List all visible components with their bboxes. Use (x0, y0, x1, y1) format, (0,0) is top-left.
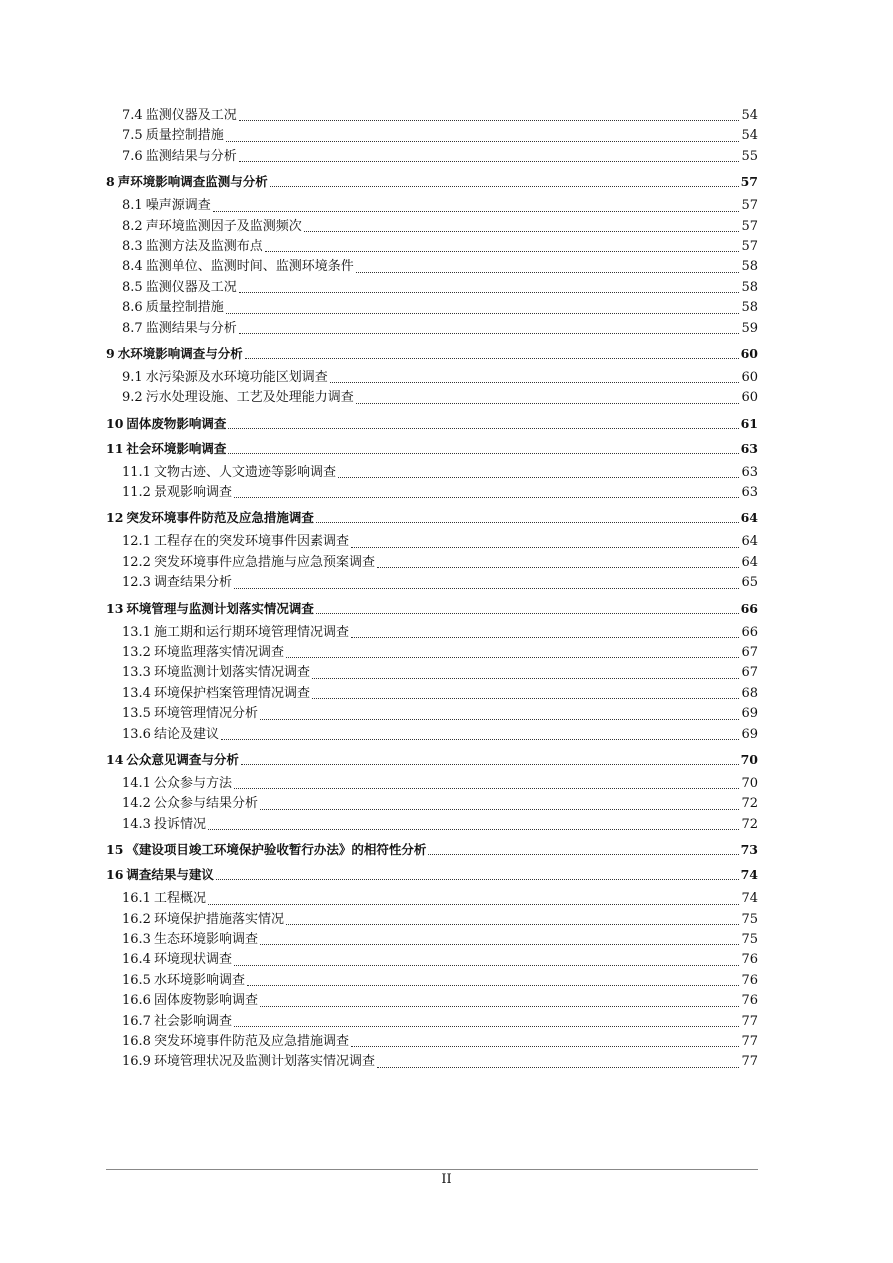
toc-entry-title: 固体废物影响调查 (126, 415, 227, 431)
toc-entry-page: 59 (741, 320, 758, 336)
toc-entry-page: 70 (740, 751, 758, 767)
toc-entry-page: 55 (741, 148, 758, 164)
dot-leader (239, 145, 740, 162)
toc-section-entry[interactable] (106, 889, 758, 909)
toc-entry-number: 8.2 (122, 218, 143, 234)
toc-entry-title: 《建设项目竣工环境保护验收暂行办法》的相符性分析 (126, 842, 427, 858)
toc-chapter-entry[interactable] (106, 413, 758, 434)
toc-section-entry[interactable] (106, 319, 758, 339)
toc-entry-title: 施工期和运行期环境管理情况调查 (153, 624, 349, 640)
toc-entry-title: 调查结果与建议 (126, 867, 214, 883)
toc-entry-title: 监测仪器及工况 (145, 108, 237, 123)
toc-entry-number: 8.4 (122, 259, 143, 275)
dot-leader (356, 256, 740, 273)
toc-entry-page: 58 (741, 259, 758, 275)
toc-entry-title: 环境现状调查 (153, 952, 232, 968)
toc-section-entry[interactable] (106, 532, 758, 552)
toc-entry-page: 75 (741, 931, 758, 947)
dot-leader (239, 276, 740, 293)
dot-leader (312, 662, 739, 679)
toc-section-entry[interactable] (106, 1012, 758, 1032)
toc-entry-number: 16.6 (122, 993, 151, 1009)
toc-entry-page: 63 (741, 485, 758, 501)
toc-entry-page: 54 (741, 108, 758, 123)
dot-leader (377, 551, 739, 568)
toc-section-entry[interactable] (106, 991, 758, 1011)
toc-entry-page: 77 (741, 1054, 758, 1070)
toc-entry-page: 68 (741, 685, 758, 701)
toc-section-entry[interactable] (106, 1032, 758, 1052)
dot-leader (316, 506, 739, 523)
dot-leader (377, 1051, 739, 1068)
toc-entry-page: 60 (740, 345, 758, 361)
toc-entry-number: 9.2 (122, 390, 143, 406)
toc-entry-title: 声环境影响调查监测与分析 (117, 174, 268, 190)
dot-leader (351, 1030, 739, 1047)
toc-entry-number: 8.7 (122, 320, 143, 336)
dot-leader (234, 481, 739, 498)
toc-entry-page: 76 (741, 952, 758, 968)
toc-section-entry[interactable] (106, 298, 758, 318)
toc-entry-title: 水环境影响调查与分析 (117, 345, 243, 361)
toc-section-entry[interactable] (106, 388, 758, 408)
toc-section-entry[interactable] (106, 463, 758, 483)
toc-entry-page: 54 (741, 128, 758, 144)
toc-entry-page: 69 (741, 726, 758, 742)
toc-entry-page: 76 (741, 972, 758, 988)
toc-entry-number: 16.5 (122, 972, 151, 988)
toc-entry-page: 63 (741, 464, 758, 480)
toc-section-entry[interactable] (106, 704, 758, 724)
dot-leader (216, 863, 739, 880)
toc-entry-page: 77 (741, 1033, 758, 1049)
toc-entry-title: 环境管理状况及监测计划落实情况调查 (153, 1054, 375, 1070)
toc-entry-number: 8.6 (122, 300, 143, 316)
toc-entry-page: 65 (741, 575, 758, 591)
toc-entry-title: 水污染源及水环境功能区划调查 (145, 369, 328, 385)
dot-leader (228, 437, 738, 454)
toc-section-entry[interactable] (106, 237, 758, 257)
dot-leader (351, 621, 739, 638)
toc-entry-page: 67 (741, 665, 758, 681)
toc-entry-title: 环境管理与监测计划落实情况调查 (126, 600, 314, 616)
toc-entry-page: 61 (740, 415, 758, 431)
dot-leader (208, 888, 739, 905)
toc-section-entry[interactable] (106, 663, 758, 683)
dot-leader (239, 104, 740, 121)
dot-leader (316, 597, 739, 614)
toc-section-entry[interactable] (106, 483, 758, 503)
toc-entry-title: 突发环境事件防范及应急措施调查 (126, 510, 314, 526)
toc-entry-title: 监测仪器及工况 (145, 279, 237, 295)
toc-section-entry[interactable] (106, 257, 758, 277)
toc-entry-number: 16 (106, 867, 124, 883)
toc-entry-number: 16.7 (122, 1013, 151, 1029)
toc-entry-number: 7.6 (122, 148, 143, 164)
toc-entry-page: 58 (741, 300, 758, 316)
toc-entry-title: 固体废物影响调查 (153, 993, 258, 1009)
dot-leader (226, 125, 740, 142)
toc-section-entry[interactable] (106, 643, 758, 663)
toc-entry-page: 72 (741, 816, 758, 832)
toc-entry-number: 16.2 (122, 911, 151, 927)
toc-entry-page: 77 (741, 1013, 758, 1029)
toc-entry-page: 66 (740, 600, 758, 616)
toc-entry-number: 11 (106, 440, 124, 456)
dot-leader (208, 813, 739, 830)
dot-leader (286, 641, 739, 658)
toc-entry-page: 64 (740, 510, 758, 526)
toc-entry-title: 生态环境影响调查 (153, 931, 258, 947)
toc-entry-number: 9.1 (122, 369, 143, 385)
toc-entry-number: 11.2 (122, 485, 151, 501)
toc-entry-number: 14 (106, 751, 124, 767)
toc-chapter-entry[interactable] (106, 507, 758, 528)
toc-entry-number: 12.2 (122, 554, 151, 570)
toc-entry-number: 8.1 (122, 198, 143, 214)
toc-entry-number: 15 (106, 842, 124, 858)
toc-section-entry[interactable] (106, 930, 758, 950)
dot-leader (245, 342, 739, 359)
toc-entry-number: 13.5 (122, 706, 151, 722)
toc-entry-title: 环境保护档案管理情况调查 (153, 685, 310, 701)
toc-entry-title: 投诉情况 (153, 816, 206, 832)
toc-entry-title: 声环境监测因子及监测频次 (145, 218, 302, 234)
toc-entry-number: 8 (106, 174, 115, 190)
toc-entry-page: 74 (740, 867, 758, 883)
dot-leader (226, 297, 740, 314)
dot-leader (241, 748, 739, 765)
page-number: II (441, 1172, 452, 1187)
dot-leader (304, 215, 740, 232)
toc-entry-number: 14.2 (122, 796, 151, 812)
toc-entry-number: 13.6 (122, 726, 151, 742)
toc-section-entry[interactable] (106, 106, 758, 126)
toc-entry-number: 10 (106, 415, 124, 431)
footer-divider (106, 1169, 758, 1170)
toc-entry-number: 16.3 (122, 931, 151, 947)
toc-entry-title: 工程概况 (153, 891, 206, 907)
dot-leader (338, 461, 739, 478)
toc-entry-page: 67 (741, 645, 758, 661)
toc-entry-page: 73 (740, 842, 758, 858)
toc-entry-title: 文物古迹、人文遗迹等影响调查 (153, 464, 336, 480)
toc-entry-page: 57 (741, 218, 758, 234)
toc-entry-title: 突发环境事件应急措施与应急预案调查 (153, 554, 375, 570)
toc-section-entry[interactable] (106, 623, 758, 643)
toc-entry-page: 72 (741, 796, 758, 812)
toc-entry-page: 74 (741, 891, 758, 907)
toc-entry-number: 14.3 (122, 816, 151, 832)
toc-entry-title: 公众意见调查与分析 (126, 751, 239, 767)
toc-entry-page: 66 (741, 624, 758, 640)
toc-section-entry[interactable] (106, 368, 758, 388)
toc-entry-number: 9 (106, 345, 115, 361)
toc-entry-title: 环境保护措施落实情况 (153, 911, 284, 927)
toc-section-entry[interactable] (106, 1052, 758, 1072)
toc-entry-title: 景观影响调查 (153, 485, 232, 501)
toc-entry-number: 16.9 (122, 1054, 151, 1070)
toc-entry-title: 公众参与方法 (153, 775, 232, 791)
toc-entry-number: 12.1 (122, 534, 151, 550)
toc-entry-title: 公众参与结果分析 (153, 796, 258, 812)
dot-leader (265, 235, 740, 252)
toc-section-entry[interactable] (106, 950, 758, 970)
dot-leader (428, 838, 738, 855)
toc-entry-page: 57 (741, 238, 758, 254)
toc-entry-number: 12 (106, 510, 124, 526)
dot-leader (234, 572, 739, 589)
toc-section-entry[interactable] (106, 794, 758, 814)
toc-section-entry[interactable] (106, 196, 758, 216)
toc-entry-number: 13.2 (122, 645, 151, 661)
toc-section-entry[interactable] (106, 910, 758, 930)
toc-entry-title: 结论及建议 (153, 726, 219, 742)
toc-entry-number: 7.5 (122, 128, 143, 144)
dot-leader (312, 682, 739, 699)
toc-entry-title: 监测结果与分析 (145, 148, 237, 164)
toc-entry-page: 60 (741, 390, 758, 406)
toc-entry-number: 13 (106, 600, 124, 616)
toc-entry-title: 环境管理情况分析 (153, 706, 258, 722)
dot-leader (351, 531, 739, 548)
toc-entry-page: 57 (741, 198, 758, 214)
toc-entry-number: 16.4 (122, 952, 151, 968)
toc-entry-number: 16.1 (122, 891, 151, 907)
toc-entry-title: 污水处理设施、工艺及处理能力调查 (145, 390, 354, 406)
dot-leader (356, 387, 740, 404)
dot-leader (260, 703, 739, 720)
toc-entry-number: 13.1 (122, 624, 151, 640)
toc-entry-title: 监测方法及监测布点 (145, 238, 263, 254)
toc-entry-page: 69 (741, 706, 758, 722)
toc-entry-page: 60 (741, 369, 758, 385)
dot-leader (260, 928, 739, 945)
toc-section-entry[interactable] (106, 684, 758, 704)
toc-entry-title: 环境监理落实情况调查 (153, 645, 284, 661)
toc-section-entry[interactable] (106, 815, 758, 835)
toc-section-entry[interactable] (106, 126, 758, 146)
toc-chapter-entry[interactable] (106, 343, 758, 364)
dot-leader (270, 170, 739, 187)
toc-entry-number: 8.5 (122, 279, 143, 295)
toc-entry-title: 水环境影响调查 (153, 972, 245, 988)
toc-entry-page: 76 (741, 993, 758, 1009)
toc-chapter-entry[interactable] (106, 598, 758, 619)
toc-entry-title: 突发环境事件防范及应急措施调查 (153, 1033, 349, 1049)
dot-leader (260, 793, 739, 810)
toc-entry-page: 57 (740, 174, 758, 190)
dot-leader (239, 317, 740, 334)
table-of-contents (106, 106, 758, 1073)
toc-entry-title: 监测结果与分析 (145, 320, 237, 336)
toc-entry-title: 噪声源调查 (145, 198, 211, 214)
toc-section-entry[interactable] (106, 147, 758, 167)
toc-section-entry[interactable] (106, 971, 758, 991)
toc-entry-page: 64 (741, 554, 758, 570)
toc-entry-title: 工程存在的突发环境事件因素调查 (153, 534, 349, 550)
toc-entry-number: 8.3 (122, 238, 143, 254)
toc-entry-title: 社会环境影响调查 (126, 440, 227, 456)
toc-chapter-entry[interactable] (106, 171, 758, 192)
toc-chapter-entry[interactable] (106, 749, 758, 770)
toc-chapter-entry[interactable] (106, 864, 758, 885)
toc-entry-title: 监测单位、监测时间、监测环境条件 (145, 259, 354, 275)
toc-section-entry[interactable] (106, 217, 758, 237)
toc-entry-number: 7.4 (122, 108, 143, 123)
toc-entry-page: 64 (741, 534, 758, 550)
dot-leader (260, 990, 739, 1007)
dot-leader (234, 1010, 739, 1027)
toc-entry-page: 70 (741, 775, 758, 791)
toc-entry-title: 调查结果分析 (153, 575, 232, 591)
dot-leader (234, 949, 739, 966)
toc-entry-number: 13.3 (122, 665, 151, 681)
dot-leader (330, 366, 740, 383)
toc-section-entry[interactable] (106, 774, 758, 794)
toc-entry-page: 58 (741, 279, 758, 295)
toc-entry-number: 14.1 (122, 775, 151, 791)
dot-leader (213, 195, 740, 212)
toc-section-entry[interactable] (106, 278, 758, 298)
toc-chapter-entry[interactable] (106, 839, 758, 860)
dot-leader (247, 969, 739, 986)
toc-section-entry[interactable] (106, 725, 758, 745)
toc-entry-number: 12.3 (122, 575, 151, 591)
toc-entry-number: 16.8 (122, 1033, 151, 1049)
toc-entry-page: 63 (740, 440, 758, 456)
toc-entry-number: 11.1 (122, 464, 151, 480)
toc-entry-title: 环境监测计划落实情况调查 (153, 665, 310, 681)
toc-entry-title: 质量控制措施 (145, 300, 224, 316)
dot-leader (221, 723, 739, 740)
dot-leader (286, 908, 739, 925)
toc-entry-title: 质量控制措施 (145, 128, 224, 144)
dot-leader (228, 412, 738, 429)
toc-chapter-entry[interactable] (106, 438, 758, 459)
toc-section-entry[interactable] (106, 553, 758, 573)
toc-entry-title: 社会影响调查 (153, 1013, 232, 1029)
toc-entry-page: 75 (741, 911, 758, 927)
toc-entry-number: 13.4 (122, 685, 151, 701)
dot-leader (234, 772, 739, 789)
toc-section-entry[interactable] (106, 573, 758, 593)
